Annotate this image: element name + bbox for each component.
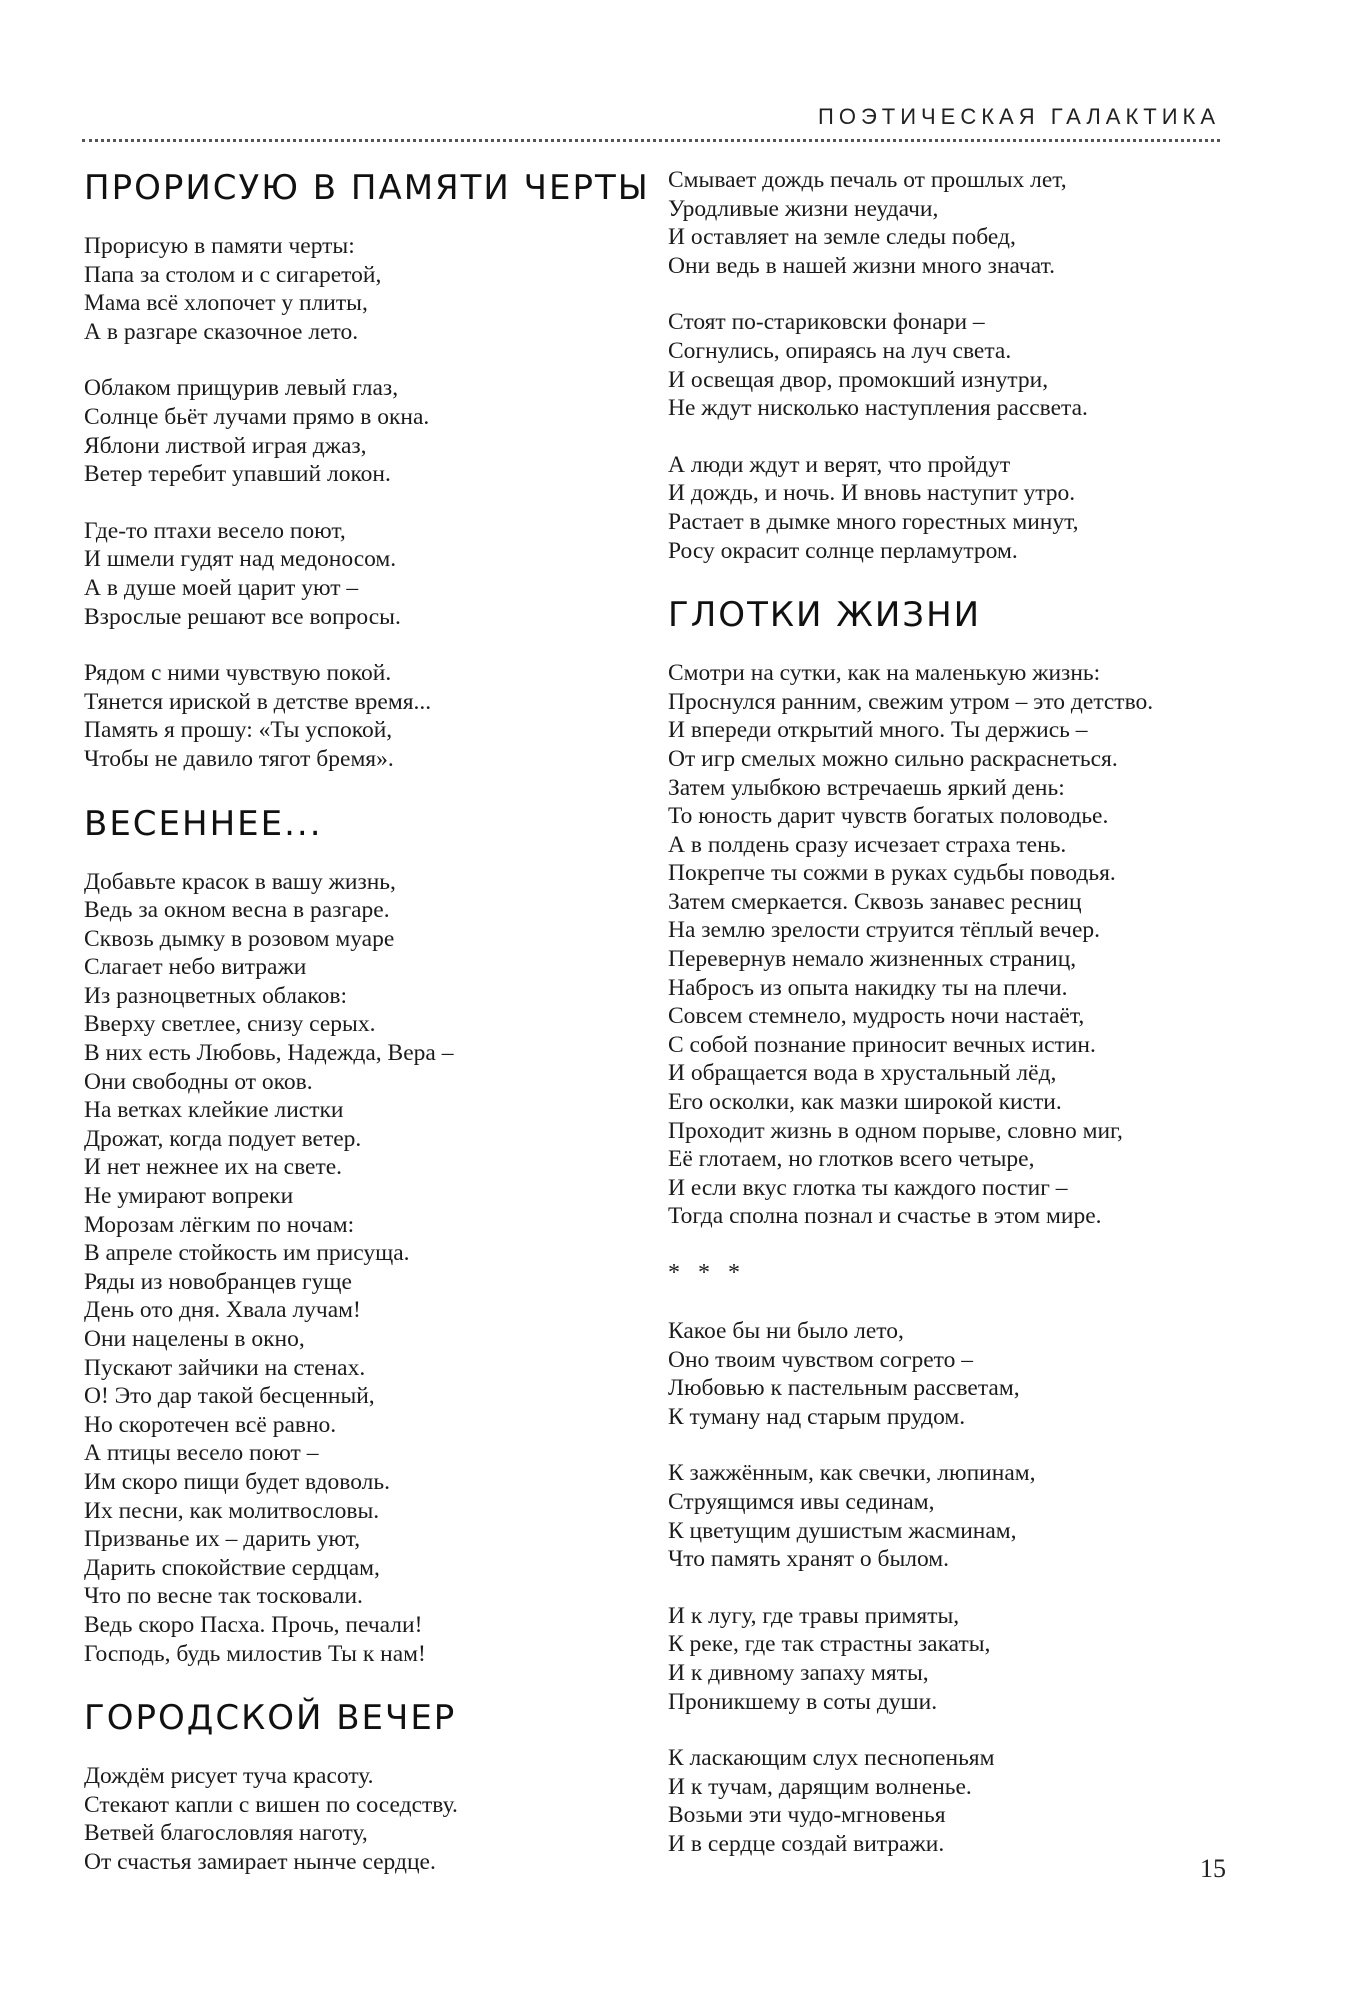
poem-gorodskoy-vecher (84, 1696, 649, 1876)
poem-line: Добавьте красок в вашу жизнь, (84, 868, 396, 895)
stanza (668, 1459, 1234, 1573)
poem-line: Ведь скоро Пасха. Прочь, печали! (84, 1611, 423, 1638)
poem-line: И впереди открытий много. Ты держись – (668, 717, 1088, 744)
poem-line: И если вкус глотка ты каждого постиг – (668, 1174, 1068, 1201)
poem-line: Возьми эти чудо-мгновенья (668, 1802, 946, 1829)
poem-line: И шмели гудят над медоносом. (84, 546, 397, 573)
stanza (668, 659, 1234, 1231)
poem-line: Струящимся ивы сединам, (668, 1488, 935, 1515)
poem-line: Смотри на сутки, как на маленькую жизнь: (668, 660, 1101, 687)
poem-line: Сквозь дымку в розовом муаре (84, 925, 395, 952)
poem-line: Чтобы не давило тягот бремя». (84, 745, 394, 772)
poem-line: Что память хранят о былом. (668, 1546, 950, 1573)
poem-line: Прорисую в памяти черты: (84, 233, 355, 259)
poem-line: На землю зрелости струится тёплый вечер. (668, 917, 1101, 944)
stanza (84, 868, 649, 1669)
poem-line: От счастья замирает нынче сердце. (84, 1848, 436, 1875)
poem-line: А люди ждут и верят, что пройдут (668, 451, 1011, 478)
poem-line: На ветках клейкие листки (84, 1097, 344, 1124)
separator-asterisks: * * * (668, 1260, 746, 1286)
poem-line: Ведь за окном весна в разгаре. (84, 897, 390, 924)
poem-line: Папа за столом и с сигаретой, (84, 261, 382, 288)
stanza (84, 1762, 649, 1876)
poem-line: Затем смеркается. Сквозь занавес ресниц (668, 888, 1082, 915)
poem-line: Какое бы ни было лето, (668, 1318, 904, 1344)
poem-line: Взрослые решают все вопросы. (84, 603, 401, 630)
poem-line: К зажжённым, как свечки, люпинам, (668, 1460, 1036, 1487)
poem-line: А в полдень сразу исчезает страха тень. (668, 831, 1067, 858)
poem-line: Им скоро пищи будет вдоволь. (84, 1468, 390, 1495)
poem-line: От игр смелых можно сильно раскраснеться. (668, 745, 1118, 772)
poem-line: Покрепче ты сожми в руках судьбы поводья. (668, 860, 1116, 887)
poem-line: Вверху светлее, снизу серых. (84, 1011, 376, 1038)
poem-line: С собой познание приносит вечных истин. (668, 1031, 1096, 1058)
poem-line: Господь, будь милостив Ты к нам! (84, 1640, 426, 1667)
poem-line: О! Это дар такой бесценный, (84, 1383, 375, 1410)
poem-line: В них есть Любовь, Надежда, Вера – (84, 1040, 454, 1067)
stanza (668, 1744, 1234, 1858)
poem-title: ГОРОДСКОЙ ВЕЧЕР (84, 1698, 457, 1739)
stanza (668, 451, 1234, 565)
poem-prorisuyu (84, 166, 649, 774)
poem-line: В апреле стойкость им присуща. (84, 1240, 410, 1267)
poem-line: И оставляет на земле следы побед, (668, 224, 1016, 251)
poem-line: Дрожат, когда подует ветер. (84, 1125, 362, 1152)
stanza (84, 659, 649, 773)
poem-line: Совсем стемнело, мудрость ночи настаёт, (668, 1003, 1085, 1030)
poem-line: А птицы весело поют – (84, 1440, 319, 1467)
header-dotted-rule (82, 139, 1220, 142)
poem-line: Облаком прищурив левый глаз, (84, 375, 399, 402)
poem-line: Пускают зайчики на стенах. (84, 1354, 366, 1381)
poem-line: К ласкающим слух песнопеньям (668, 1745, 995, 1772)
poem-line: Ветер теребит упавший локон. (84, 461, 391, 488)
poem-line: То юность дарит чувств богатых половодье. (668, 803, 1109, 830)
poem-line: День ото дня. Хвала лучам! (84, 1297, 361, 1324)
poem-line: Любовью к пастельным рассветам, (668, 1375, 1020, 1402)
poem-line: К реке, где так страстны закаты, (668, 1631, 991, 1658)
poem-line: Из разноцветных облаков: (84, 982, 348, 1009)
poem-line: Не ждут нисколько наступления рассвета. (668, 395, 1088, 422)
poem-line: Проходит жизнь в одном порыве, словно миг, (668, 1117, 1123, 1144)
stanza (668, 308, 1234, 422)
poem-line: Проснулся ранним, свежим утром – это детство. (668, 688, 1154, 715)
poem-line: Призванье их – дарить уют, (84, 1526, 361, 1553)
poem-line: А в разгаре сказочное лето. (84, 318, 359, 345)
poem-line: И к дивному запаху мяты, (668, 1659, 929, 1686)
poem-line: И к тучам, дарящим волненье. (668, 1773, 972, 1800)
poem-line: Растает в дымке много горестных минут, (668, 508, 1079, 535)
right-column (668, 166, 1234, 1887)
poem-line: Где-то птахи весело поют, (84, 517, 346, 544)
poem-line: Морозам лёгким по ночам: (84, 1211, 355, 1238)
running-header: ПОЭТИЧЕСКАЯ ГАЛАКТИКА (818, 104, 1220, 129)
poem-line: А в душе моей царит уют – (84, 574, 359, 601)
poem-line: Проникшему в соты души. (668, 1688, 938, 1715)
poem-line: Росу окрасит солнце перламутром. (668, 537, 1018, 564)
poem-line: Солнце бьёт лучами прямо в окна. (84, 403, 430, 430)
poem-line: И в сердце создай витражи. (668, 1830, 945, 1857)
poem-line: Оно твоим чувством согрето – (668, 1346, 973, 1373)
poem-line: Не умирают вопреки (84, 1183, 294, 1210)
poem-line: Их песни, как молитвословы. (84, 1497, 380, 1524)
poem-line: Стекают капли с вишен по соседству. (84, 1791, 458, 1818)
stanza (84, 232, 649, 346)
poem-line: Яблони листвой играя джаз, (84, 432, 367, 459)
poem-gorodskoy-vecher-continued (668, 166, 1234, 565)
poem-line: Согнулись, опираясь на луч света. (668, 337, 1012, 364)
page-number: 15 (1200, 1854, 1226, 1883)
poem-title: ГЛОТКИ ЖИЗНИ (668, 595, 982, 636)
poem-line: Уродливые жизни неудачи, (668, 195, 939, 222)
poem-line: Дождём рисует туча красоту. (84, 1763, 374, 1790)
poem-line: Что по весне так тосковали. (84, 1583, 363, 1610)
left-column (84, 166, 649, 1905)
poem-line: Рядом с ними чувствую покой. (84, 660, 392, 687)
poem-line: Перевернув немало жизненных страниц, (668, 946, 1077, 973)
poem-line: И обращается вода в хрустальный лёд, (668, 1060, 1057, 1087)
stanza (668, 1317, 1234, 1431)
poem-vesennee (84, 802, 649, 1669)
poem-line: Его осколки, как мазки широкой кисти. (668, 1089, 1062, 1116)
poem-line: Стоят по-стариковски фонари – (668, 309, 985, 336)
poem-line: Тянется ириской в детстве время... (84, 688, 432, 715)
poem-line: К цветущим душистым жасминам, (668, 1517, 1017, 1544)
poem-line: Дарить спокойствие сердцам, (84, 1554, 380, 1581)
stanza (84, 517, 649, 631)
poem-untitled (668, 1259, 1234, 1859)
poem-line: К туману над старым прудом. (668, 1403, 966, 1430)
poem-line: Мама всё хлопочет у плиты, (84, 290, 368, 317)
poem-line: Слагает небо витражи (84, 954, 307, 981)
poem-line: И освещая двор, промокший изнутри, (668, 366, 1049, 393)
stanza (668, 1602, 1234, 1716)
poem-line: И дождь, и ночь. И вновь наступит утро. (668, 480, 1076, 507)
poem-line: Они ведь в нашей жизни много значат. (668, 252, 1055, 279)
poem-line: Ряды из новобранцев гуще (84, 1268, 352, 1295)
poem-line: Они нацелены в окно, (84, 1326, 305, 1352)
poem-line: И к лугу, где травы примяты, (668, 1602, 960, 1629)
stanza (84, 374, 649, 488)
poem-title: ВЕСЕННЕЕ... (84, 803, 323, 844)
poem-line: Смывает дождь печаль от прошлых лет, (668, 167, 1067, 193)
poem-line: Они свободны от оков. (84, 1068, 313, 1095)
poem-line: Её глотаем, но глотков всего четыре, (668, 1146, 1035, 1173)
stanza (668, 166, 1234, 280)
poem-line: И нет нежнее их на свете. (84, 1154, 343, 1181)
poem-glotki-zhizni (668, 593, 1234, 1231)
poem-title: ПРОРИСУЮ В ПАМЯТИ ЧЕРТЫ (84, 168, 650, 208)
poem-line: Затем улыбкою встречаешь яркий день: (668, 774, 1065, 801)
poem-line: Набросъ из опыта накидку ты на плечи. (668, 974, 1068, 1001)
poem-line: Но скоротечен всё равно. (84, 1411, 337, 1438)
poem-line: Ветвей благословляя наготу, (84, 1820, 368, 1847)
poem-line: Тогда сполна познал и счастье в этом мире. (668, 1203, 1102, 1230)
poem-line: Память я прошу: «Ты успокой, (84, 717, 393, 744)
